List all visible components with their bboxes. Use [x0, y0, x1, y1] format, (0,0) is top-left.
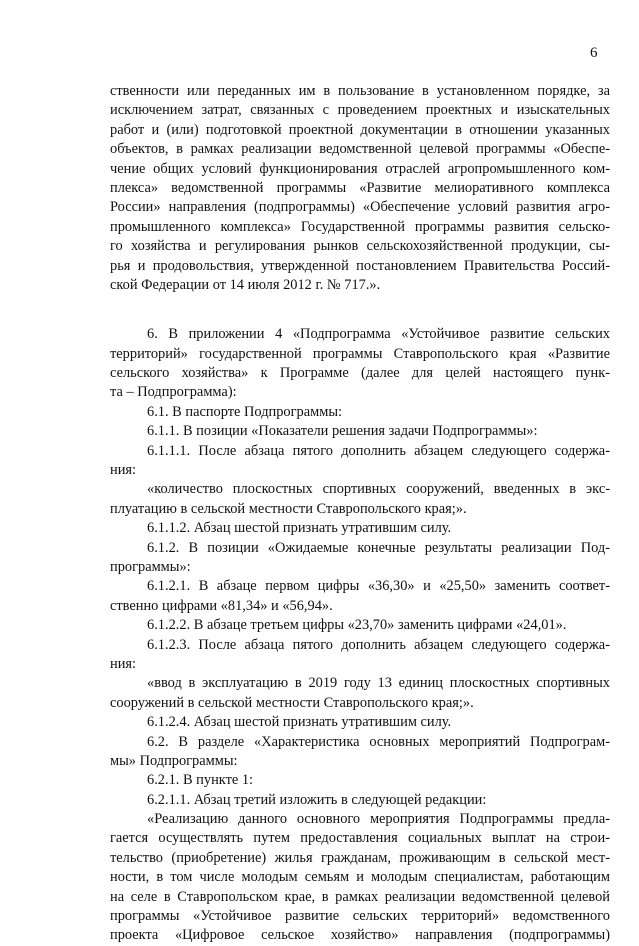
text-line: сельского хозяйства» к Программе (далее для целей настоящего пунк- [110, 365, 610, 382]
text-line: 6.2. В разделе «Характеристика основных мероприятий Подпрограм- [147, 733, 610, 750]
text-line: ственности или переданных им в пользование в установленном порядке, за [110, 83, 610, 99]
text-line: гается осуществлять путем предоставления социальных выплат на строи- [110, 830, 610, 847]
text-line: работ и (или) подготовкой проектной документации в отношении указанных [110, 121, 610, 138]
text-line: «ввод в эксплуатацию в 2019 году 13 единиц плоскостных спортивных [147, 675, 610, 692]
text-line: ния: [110, 655, 137, 672]
page-number: 6 [590, 45, 598, 61]
text-line: плуатацию в сельской местности Ставропольского края;». [110, 500, 467, 517]
text-line: та – Подпрограмма): [110, 384, 237, 401]
text-line: исключением затрат, связанных с проведением проектных и изыскательных [110, 102, 610, 119]
text-line: ности, в том числе молодым семьям и молодым специалистам, работающим [110, 869, 610, 886]
text-line: промышленного комплекса» Государственной программы развития сельско- [110, 218, 610, 235]
text-line: 6. В приложении 4 «Подпрограмма «Устойчивое развитие сельских [147, 326, 610, 343]
text-line: го хозяйства и регулирования рынков сельскохозяйственной продукции, сы- [110, 238, 610, 255]
text-line: тельство (приобретение) жилья гражданам, проживающим в сельской мест- [110, 849, 610, 866]
text-line: 6.2.1.1. Абзац третий изложить в следующей редакции: [147, 791, 487, 808]
text-line: мы» Подпрограммы: [110, 752, 238, 769]
text-line: территорий» государственной программы Ставропольского края «Развитие [110, 345, 610, 362]
text-line: 6.1. В паспорте Подпрограммы: [147, 403, 342, 420]
document-body [110, 82, 610, 946]
text-line: «количество плоскостных спортивных сооружений, введенных в экс- [147, 481, 610, 498]
text-line: рья и продовольствия, утвержденной постановлением Правительства Россий- [110, 257, 610, 274]
text-line: плекса» ведомственной программы «Развитие мелиоративного комплекса [110, 179, 610, 196]
text-line: объектов, в рамках реализации ведомственной целевой программы «Обеспе- [110, 141, 610, 158]
text-line: проекта «Цифровое сельское хозяйство» направления (подпрограммы) [110, 927, 610, 944]
paragraph-gap [110, 295, 610, 325]
text-line: 6.1.2.4. Абзац шестой признать утратившим силу. [147, 714, 452, 731]
text-line: на селе в Ставропольском крае, в рамках реализации ведомственной целевой [110, 888, 610, 905]
text-line: программы»: [110, 558, 191, 575]
text-line: программы «Устойчивое развитие сельских территорий» ведомственного [110, 908, 610, 925]
text-line: 6.1.2.2. В абзаце третьем цифры «23,70» заменить цифрами «24,01». [147, 617, 567, 634]
text-line: 6.1.1.2. Абзац шестой признать утратившим силу. [147, 520, 452, 537]
text-line: ской Федерации от 14 июля 2012 г. № 717.». [110, 276, 381, 293]
text-line: 6.2.1. В пункте 1: [147, 772, 254, 789]
text-line: 6.1.1.1. После абзаца пятого дополнить абзацем следующего содержа- [147, 442, 610, 459]
text-line: 6.1.2.1. В абзаце первом цифры «36,30» и «25,50» заменить соответ- [147, 578, 610, 595]
text-line: чение общих условий функционирования отраслей агропромышленного ком- [110, 160, 610, 177]
text-line: сооружений в сельской местности Ставропольского края;». [110, 694, 474, 711]
text-line: 6.1.2.3. После абзаца пятого дополнить абзацем следующего содержа- [147, 636, 610, 653]
text-line: 6.1.1. В позиции «Показатели решения задачи Подпрограммы»: [147, 423, 538, 440]
text-line: «Реализацию данного основного мероприятия Подпрограммы предла- [147, 811, 610, 828]
text-line: России» направления (подпрограммы) «Обеспечение условий развития агро- [110, 199, 610, 216]
text-line: ственно цифрами «81,34» и «56,94». [110, 597, 333, 614]
text-line: 6.1.2. В позиции «Ожидаемые конечные результаты реализации Под- [147, 539, 610, 556]
text-line: ния: [110, 462, 137, 479]
